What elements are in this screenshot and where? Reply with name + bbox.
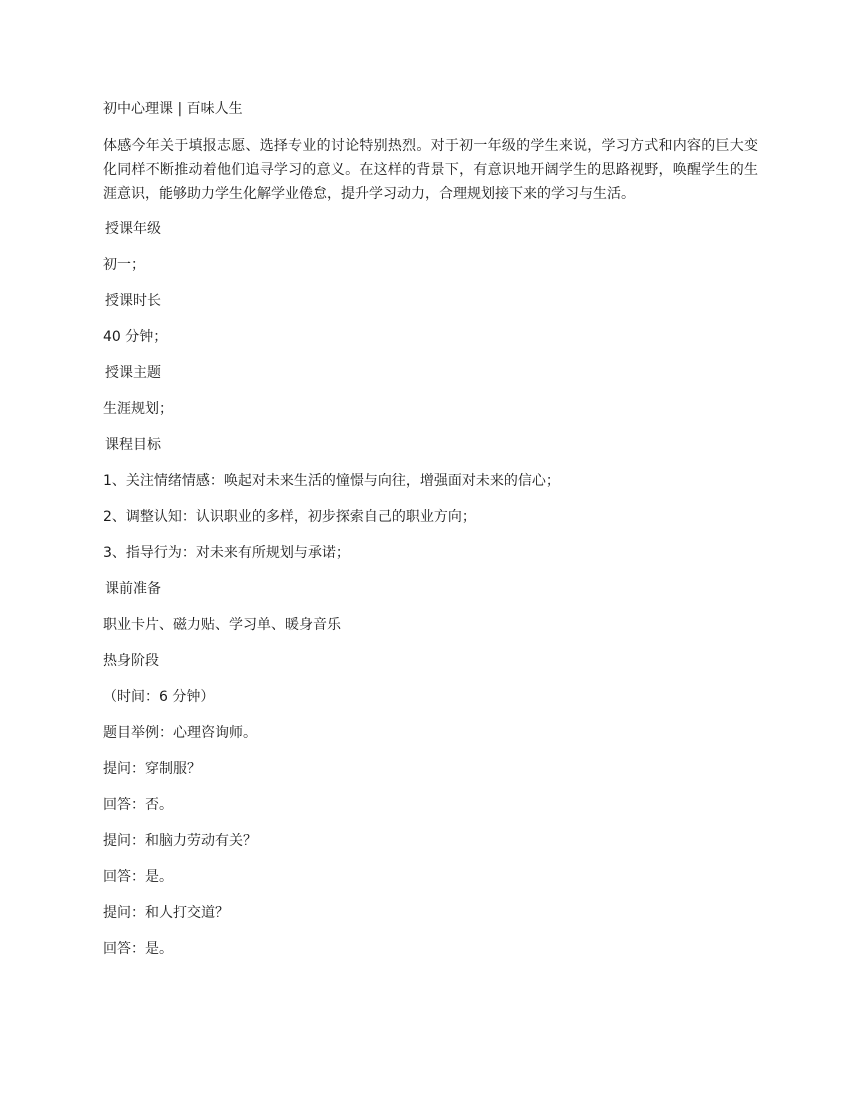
duration-value: 40 分钟； [103,329,168,345]
question-2: 提问：和脑力劳动有关？ [103,833,257,849]
intro-paragraph: 体感今年关于填报志愿、选择专业的讨论特别热烈。对于初一年级的学生来说，学习方式和内容的巨大变化同样不断推动着他们追寻学习的意义。在这样的背景下，有意识地开阔学生的思路视野，唤醒学生的生涯意识，能够助力学生化解学业倦怠，提升学习动力，合理规划接下来的学习与生活。 [103,138,758,202]
document-body [103,98,758,974]
answer-3: 回答：是。 [103,941,173,957]
example-line: 题目举例：心理咨询师。 [103,725,257,741]
grade-value: 初一； [103,257,145,273]
answer-1: 回答：否。 [103,797,173,813]
duration-heading: 授课时长 [105,293,161,309]
goal-item-3: 3、指导行为：对未来有所规划与承诺； [103,545,350,561]
prep-value: 职业卡片、磁力贴、学习单、暖身音乐 [103,617,341,633]
warmup-heading: 热身阶段 [103,653,159,669]
goal-item-2: 2、调整认知：认识职业的多样，初步探索自己的职业方向； [103,509,476,525]
goal-item-1: 1、关注情绪情感：唤起对未来生活的憧憬与向往，增强面对未来的信心； [103,473,560,489]
grade-heading: 授课年级 [105,221,161,237]
question-3: 提问：和人打交道？ [103,905,229,921]
answer-2: 回答：是。 [103,869,173,885]
warmup-time: （时间：6 分钟） [103,689,215,705]
prep-heading: 课前准备 [105,581,161,597]
question-1: 提问：穿制服？ [103,761,201,777]
goals-heading: 课程目标 [105,437,161,453]
document-title: 初中心理课 | 百味人生 [103,101,243,117]
theme-heading: 授课主题 [105,365,161,381]
theme-value: 生涯规划； [103,401,173,417]
